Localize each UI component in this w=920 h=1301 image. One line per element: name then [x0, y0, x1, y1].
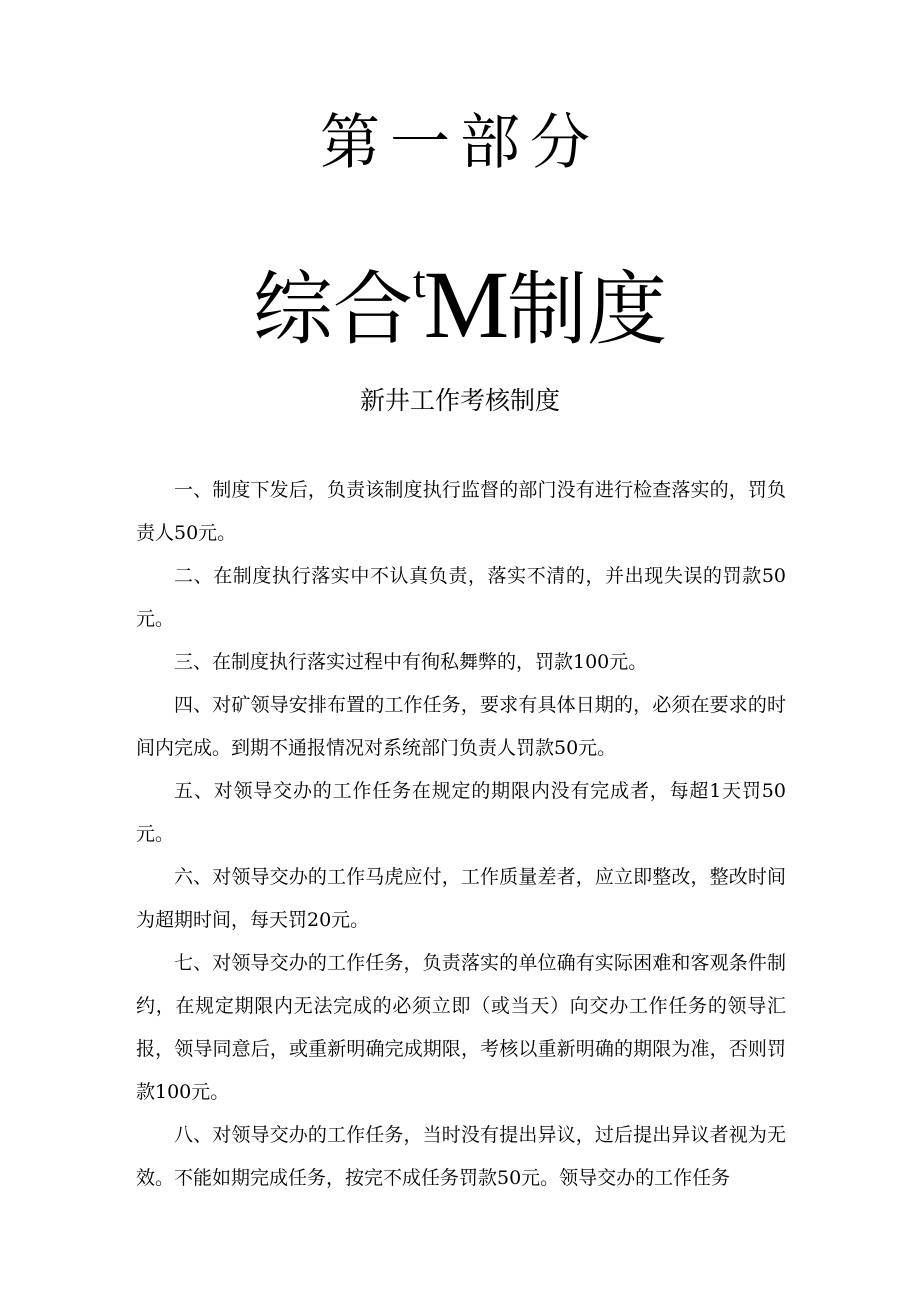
- document-title: 新井工作考核制度: [359, 386, 560, 415]
- part-title: 第一部分: [320, 108, 600, 178]
- section-title-left: 综合: [252, 263, 413, 356]
- section-title-sup: t: [412, 256, 424, 307]
- paragraph-6: 六、对领导交办的工作马虎应付，工作质量差者，应立即整改，整改时间为超期时间，每天罚20元。: [136, 866, 786, 931]
- paragraph-5: 五、对领导交办的工作任务在规定的期限内没有完成者，每超1天罚50元。: [136, 780, 786, 845]
- section-title-letter: M: [423, 251, 508, 358]
- section-title-mid: [413, 251, 507, 358]
- paragraph-8: 八、对领导交办的工作任务，当时没有提出异议，过后提出异议者视为无效。不能如期完成任务，按完不成任务罚款50元。领导交办的工作任务: [136, 1124, 786, 1189]
- body-text: [136, 469, 786, 1200]
- paragraph-4: 四、对矿领导安排布置的工作任务，要求有具体日期的，必须在要求的时间内完成。到期不通报情况对系统部门负责人罚款50元。: [136, 694, 786, 759]
- paragraph-1: 一、制度下发后，负责该制度执行监督的部门没有进行检查落实的，罚负责人50元。: [136, 479, 786, 544]
- paragraph-3: 三、在制度执行落实过程中有徇私舞弊的，罚款100元。: [174, 651, 648, 673]
- paragraph-2: 二、在制度执行落实中不认真负责，落实不清的，并出现失误的罚款50元。: [136, 565, 786, 630]
- section-title: [0, 251, 920, 360]
- paragraph-7: 七、对领导交办的工作任务，负责落实的单位确有实际困难和客观条件制约，在规定期限内无法完成的必须立即（或当天）向交办工作任务的领导汇报，领导同意后，或重新明确完成期限，考核以重新明确的期限为准，否则罚款100元。: [136, 952, 786, 1103]
- section-title-right: 制度: [507, 263, 668, 356]
